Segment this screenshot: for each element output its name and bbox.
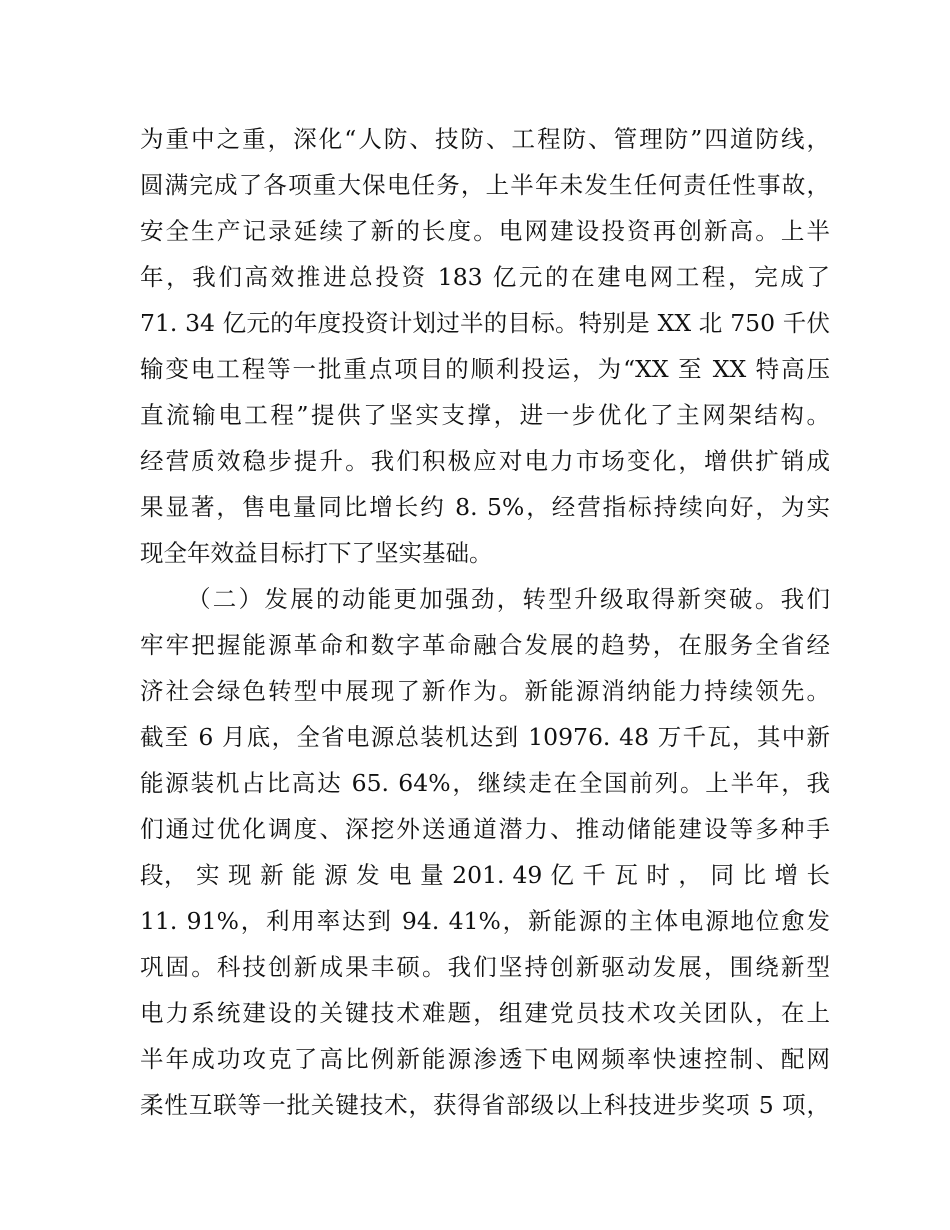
paragraph-line: 71. 34 亿元的年度投资计划过半的目标。特别是 XX 北 750 千伏 (140, 309, 830, 337)
paragraph-line: 济社会绿色转型中展现了新作为。新能源消纳能力持续领先。 (140, 677, 830, 705)
paragraph-line: 柔性互联等一批关键技术，获得省部级以上科技进步奖项 5 项， (140, 1091, 830, 1119)
paragraph-line: 为重中之重，深化“人防、技防、工程防、管理防”四道防线， (140, 125, 830, 153)
paragraph-line: 截至 6 月底，全省电源总装机达到 10976. 48 万千瓦，其中新 (140, 723, 830, 751)
paragraph-line: 电力系统建设的关键技术难题，组建党员技术攻关团队，在上 (140, 999, 830, 1027)
paragraph-line: 11. 91%，利用率达到 94. 41%，新能源的主体电源地位愈发 (140, 907, 830, 935)
paragraph-2 (140, 576, 830, 1128)
paragraph-line: 果显著，售电量同比增长约 8. 5%，经营指标持续向好，为实 (140, 493, 830, 521)
document-body (140, 116, 830, 1128)
paragraph-line: 巩固。科技创新成果丰硕。我们坚持创新驱动发展，围绕新型 (140, 953, 830, 981)
paragraph-line: 直流输电工程”提供了坚实支撑，进一步优化了主网架结构。 (140, 401, 830, 429)
paragraph-line: 经营质效稳步提升。我们积极应对电力市场变化，增供扩销成 (140, 447, 830, 475)
paragraph-line: 年，我们高效推进总投资 183 亿元的在建电网工程，完成了 (140, 263, 830, 291)
paragraph-line: 能源装机占比高达 65. 64%，继续走在全国前列。上半年，我 (140, 769, 830, 797)
paragraph-line: 半年成功攻克了高比例新能源渗透下电网频率快速控制、配网 (140, 1045, 830, 1073)
paragraph-line: 现全年效益目标打下了坚实基础。 (140, 539, 493, 567)
paragraph-line: 输变电工程等一批重点项目的顺利投运，为“XX 至 XX 特高压 (140, 355, 830, 383)
paragraph-line: 段， 实 现 新 能 源 发 电 量 201. 49 亿 千 瓦 时 ， 同 比 增 长 (140, 861, 830, 889)
paragraph-line: 们通过优化调度、深挖外送通道潜力、推动储能建设等多种手 (140, 815, 830, 843)
paragraph-line: 牢牢把握能源革命和数字革命融合发展的趋势，在服务全省经 (140, 631, 830, 659)
paragraph-1 (140, 116, 830, 576)
paragraph-line: （二）发展的动能更加强劲，转型升级取得新突破。我们 (187, 585, 830, 613)
paragraph-line: 圆满完成了各项重大保电任务，上半年未发生任何责任性事故， (140, 171, 830, 199)
paragraph-line: 安全生产记录延续了新的长度。电网建设投资再创新高。上半 (140, 217, 830, 245)
